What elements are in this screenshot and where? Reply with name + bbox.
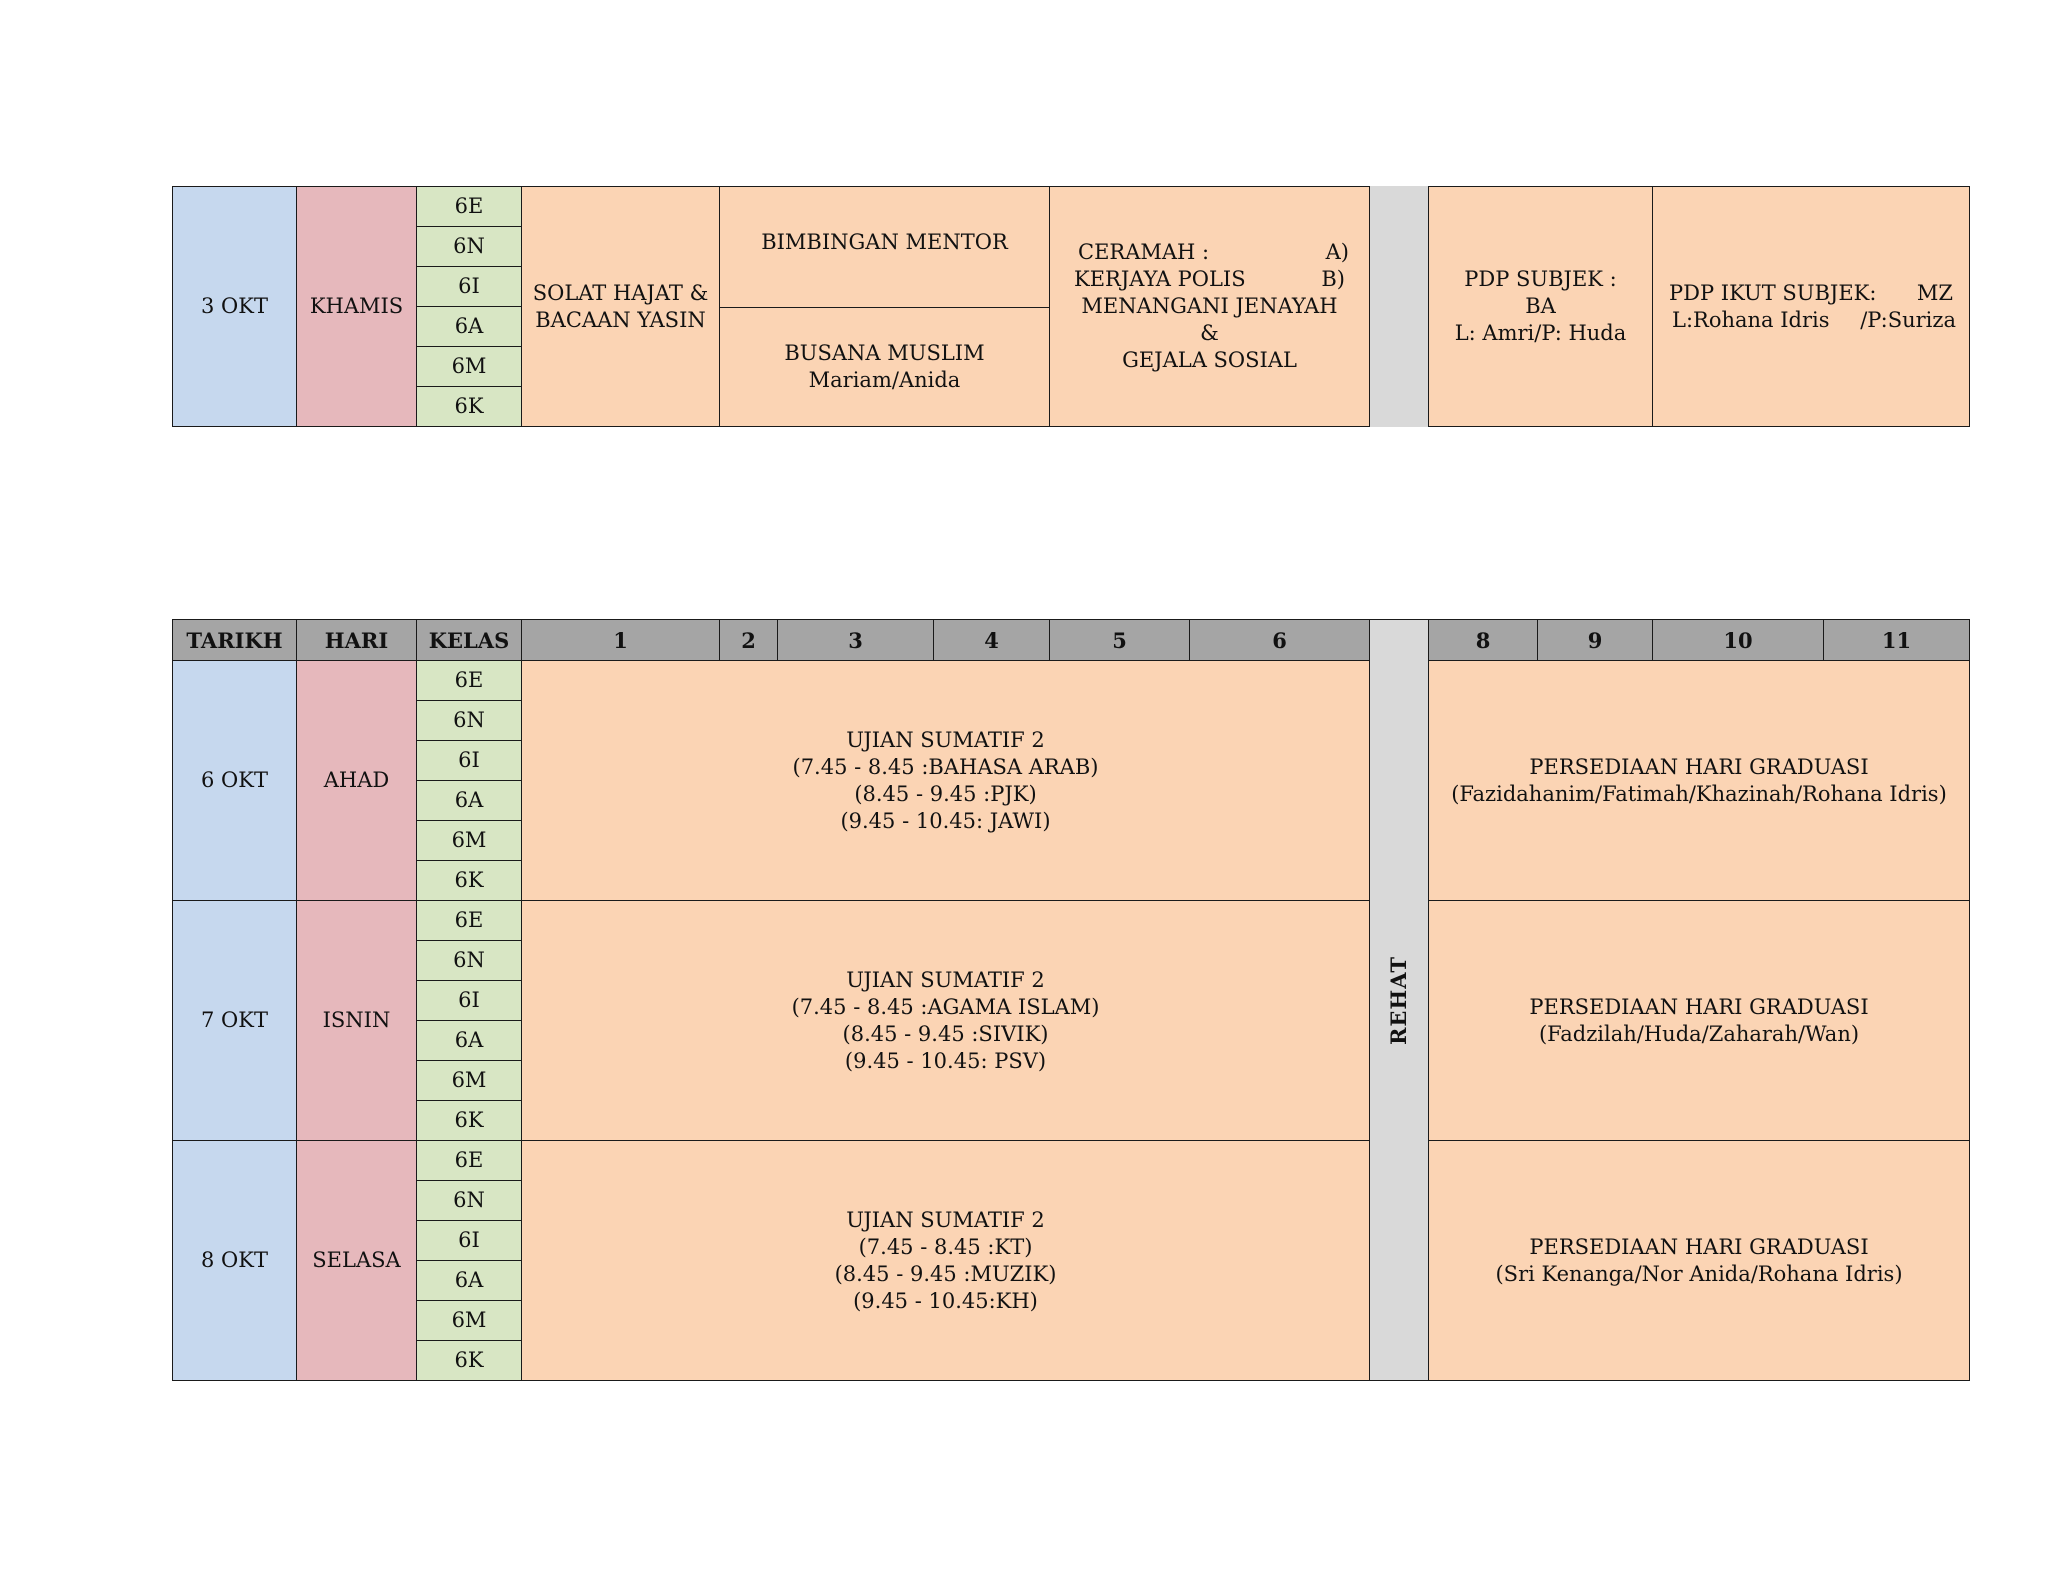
pdp-ikut-subjek-cell [1652,186,1970,427]
header-period: 2 [719,619,778,661]
class-cell: 6K [416,1340,522,1381]
header-kelas: KELAS [416,619,522,661]
class-cell: 6K [416,1100,522,1141]
day-cell: KHAMIS [296,186,417,427]
day-cell: SELASA [296,1140,417,1381]
header-period: 6 [1189,619,1370,661]
class-cell: 6M [416,346,522,387]
ceramah-line-1 [1070,239,1349,266]
header-period: 8 [1428,619,1538,661]
pdp-line-2 [1666,307,1956,334]
class-cell: 6I [416,1220,522,1261]
solat-hajat-cell: SOLAT HAJAT & BACAAN YASIN [521,186,720,427]
class-cell: 6M [416,1300,522,1341]
class-cell: 6I [416,740,522,781]
ceramah-topic-a: KERJAYA POLIS [1074,267,1246,291]
class-cell: 6N [416,1180,522,1221]
date-cell: 8 OKT [172,1140,297,1381]
exam-cell: UJIAN SUMATIF 2 (7.45 - 8.45 :KT) (8.45 - 9.45 :MUZIK) (9.45 - 10.45:KH) [521,1140,1370,1381]
busana-cell: BUSANA MUSLIM Mariam/Anida [719,307,1050,427]
pdp-mz: MZ [1916,280,1953,305]
class-cell: 6N [416,226,522,267]
rehat-label: REHAT [1386,955,1412,1045]
header-period: 11 [1823,619,1970,661]
pdp-teacher-l: L:Rohana Idris [1672,307,1830,332]
graduation-prep-cell: PERSEDIAAN HARI GRADUASI (Fazidahanim/Fatimah/Khazinah/Rohana Idris) [1428,660,1970,901]
class-cell: 6E [416,186,522,227]
day-cell: AHAD [296,660,417,901]
class-cell: 6N [416,700,522,741]
exam-cell: UJIAN SUMATIF 2 (7.45 - 8.45 :BAHASA ARAB) (8.45 - 9.45 :PJK) (9.45 - 10.45: JAWI) [521,660,1370,901]
header-period: 1 [521,619,720,661]
class-cell: 6E [416,660,522,701]
date-cell: 7 OKT [172,900,297,1141]
graduation-prep-cell: PERSEDIAAN HARI GRADUASI (Fadzilah/Huda/Zaharah/Wan) [1428,900,1970,1141]
class-cell: 6E [416,900,522,941]
mentor-cell: BIMBINGAN MENTOR [719,186,1050,308]
class-cell: 6A [416,1020,522,1061]
header-period: 4 [933,619,1050,661]
class-cell: 6K [416,386,522,427]
ceramah-option-a: A) [1325,240,1349,264]
ceramah-option-b: B) [1321,267,1345,291]
header-period: 9 [1537,619,1653,661]
header-period: 3 [777,619,934,661]
class-cell: 6M [416,1060,522,1101]
class-cell: 6N [416,940,522,981]
class-cell: 6K [416,860,522,901]
header-period: 5 [1049,619,1190,661]
rehat-spacer [1369,186,1429,427]
class-cell: 6M [416,820,522,861]
class-cell: 6I [416,980,522,1021]
class-cell: 6I [416,266,522,307]
date-cell: 3 OKT [172,186,297,427]
class-cell: 6A [416,306,522,347]
ceramah-cell [1049,186,1370,427]
class-cell: 6A [416,1260,522,1301]
header-period: 10 [1652,619,1824,661]
rehat-column [1369,619,1429,1381]
ceramah-line-2 [1074,266,1345,293]
pdp-title: PDP IKUT SUBJEK: [1669,280,1877,305]
day-cell: ISNIN [296,900,417,1141]
pdp-teacher-p: /P:Suriza [1860,307,1956,332]
exam-cell: UJIAN SUMATIF 2 (7.45 - 8.45 :AGAMA ISLAM) (8.45 - 9.45 :SIVIK) (9.45 - 10.45: PSV) [521,900,1370,1141]
class-cell: 6A [416,780,522,821]
ceramah-title: CERAMAH : [1078,240,1210,264]
pdp-subjek-cell: PDP SUBJEK : BA L: Amri/P: Huda [1428,186,1653,427]
date-cell: 6 OKT [172,660,297,901]
header-tarikh: TARIKH [172,619,297,661]
ceramah-topic-b: MENANGANI JENAYAH & GEJALA SOSIAL [1081,294,1338,372]
header-hari: HARI [296,619,417,661]
class-cell: 6E [416,1140,522,1181]
graduation-prep-cell: PERSEDIAAN HARI GRADUASI (Sri Kenanga/Nor Anida/Rohana Idris) [1428,1140,1970,1381]
pdp-line-1 [1669,280,1953,307]
